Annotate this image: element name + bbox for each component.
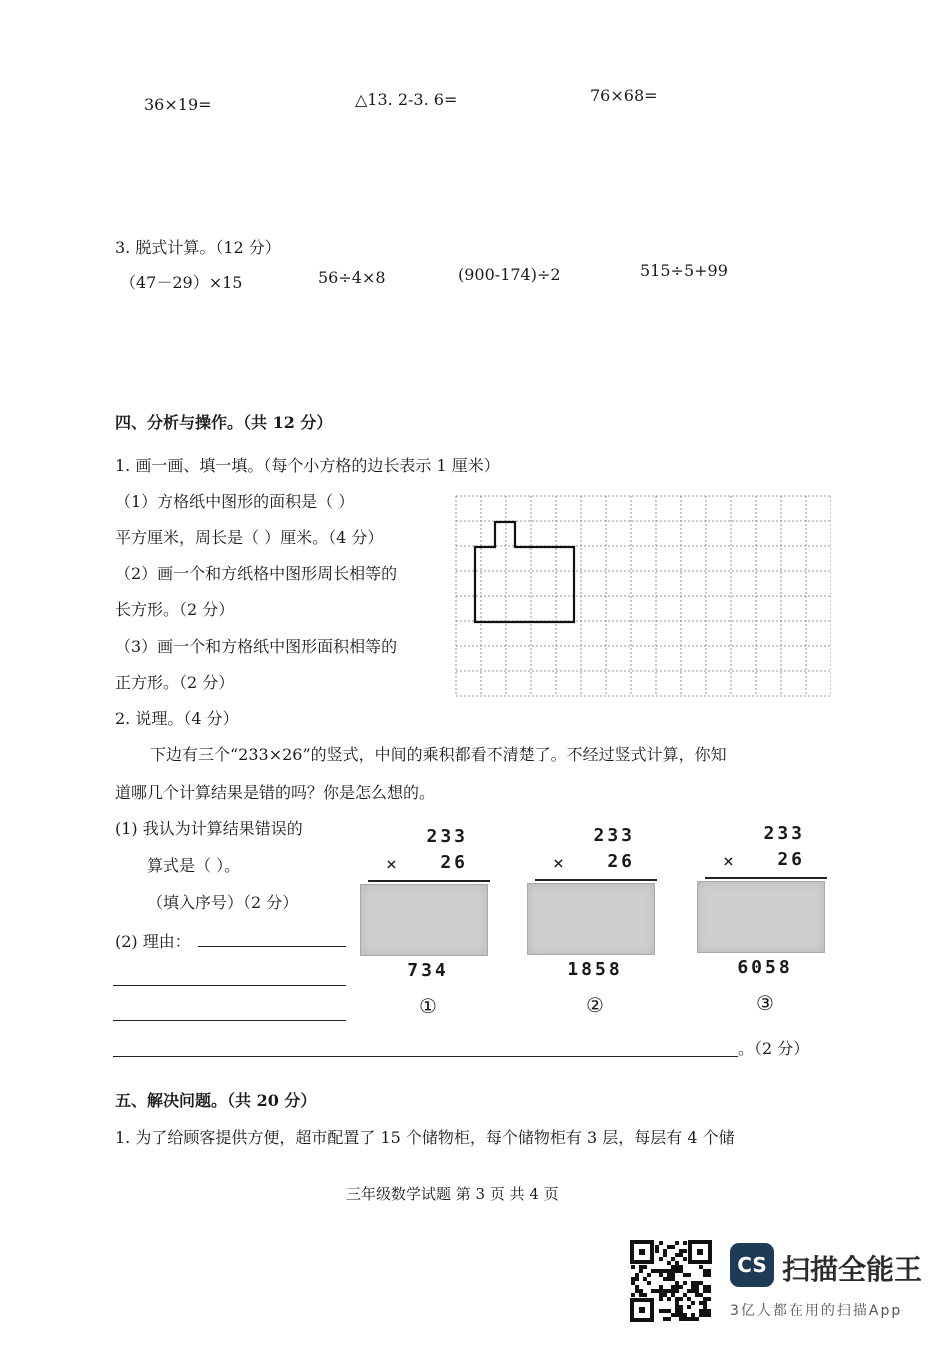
q1-line-3: （2）画一个和方纸格中图形周长相等的 (115, 564, 398, 583)
q2-sub1-b: 算式是（ ）。 (147, 856, 241, 875)
q2-sub1-a: (1) 我认为计算结果错误的 (115, 819, 303, 838)
part5-title: 五、解决问题。（共 20 分） (115, 1091, 317, 1110)
problem-3-blurred-box (697, 881, 825, 953)
problem-2-result: 1858 (567, 959, 623, 980)
part5-q1: 1. 为了给顾客提供方便，超市配置了 15 个储物柜，每个储物柜有 3 层，每层有 4 个储 (115, 1128, 735, 1147)
problem-2 (525, 825, 665, 1025)
problem-3-result: 6058 (737, 957, 793, 978)
problem-3-rule (705, 877, 827, 879)
calc-36x19: 36×19= (144, 95, 212, 114)
problem-2-bottom: 26 (607, 851, 635, 872)
q3-title: 3. 脱式计算。（12 分） (115, 238, 281, 257)
reason-line-4 (113, 1056, 738, 1057)
times-sign: × (723, 851, 734, 872)
q3-item-2: 56÷4×8 (318, 268, 386, 287)
reason-line-1 (198, 946, 346, 947)
scanner-tagline: 3亿人都在用的扫描App (730, 1303, 903, 1319)
problem-1-rule (368, 880, 490, 882)
q3-item-1: （47－29）×15 (120, 273, 243, 292)
reason-line-3 (113, 1020, 346, 1021)
problem-1-top: 233 (426, 826, 468, 847)
calc-76x68: 76×68= (590, 86, 658, 105)
q2-sub1-c: （填入序号）（2 分） (147, 893, 299, 912)
camscanner-logo: CS (730, 1243, 774, 1287)
times-sign: × (386, 854, 397, 875)
q2-sub2: (2) 理由： (115, 932, 191, 951)
problem-3-label: ③ (756, 991, 774, 1015)
q1-line-5: （3）画一个和方格纸中图形面积相等的 (115, 637, 398, 656)
calc-13-2-minus-3-6: △13. 2-3. 6= (355, 90, 458, 109)
problem-2-label: ② (586, 993, 604, 1017)
problem-2-top: 233 (593, 825, 635, 846)
q1-line-6: 正方形。（2 分） (115, 673, 235, 692)
problem-2-blurred-box (527, 883, 655, 955)
reason-line-2 (113, 985, 346, 986)
q1-line-1: （1）方格纸中图形的面积是（ ） (115, 492, 355, 511)
q3-item-3: (900-174)÷2 (458, 265, 561, 284)
q1-title: 1. 画一画、填一填。（每个小方格的边长表示 1 厘米） (115, 456, 500, 475)
q1-line-2: 平方厘米，周长是（ ）厘米。（4 分） (115, 528, 384, 547)
grid-shape (475, 522, 574, 622)
times-sign: × (553, 853, 564, 874)
grid-paper (455, 495, 831, 697)
problem-1-bottom: 26 (440, 852, 468, 873)
problem-1-blurred-box (360, 884, 488, 956)
problem-3 (695, 823, 835, 1023)
problem-1-result: 734 (407, 960, 449, 981)
q2-text-1: 下边有三个“233×26”的竖式，中间的乘积都看不清楚了。不经过竖式计算，你知 (150, 745, 727, 764)
problem-2-rule (535, 879, 657, 881)
q2-title: 2. 说理。（4 分） (115, 709, 239, 728)
q2-text-2: 道哪几个计算结果是错的吗？你是怎么想的。 (115, 783, 436, 802)
q1-line-4: 长方形。（2 分） (115, 600, 235, 619)
page-footer: 三年级数学试题 第 3 页 共 4 页 (346, 1185, 559, 1203)
problem-3-bottom: 26 (777, 849, 805, 870)
problem-1 (358, 826, 498, 1026)
q2-score: 。（2 分） (738, 1039, 810, 1058)
q3-item-4: 515÷5+99 (640, 261, 728, 280)
problem-3-top: 233 (763, 823, 805, 844)
problem-1-label: ① (419, 994, 437, 1018)
part4-title: 四、分析与操作。（共 12 分） (115, 413, 333, 432)
qr-code-icon (630, 1240, 712, 1322)
scanner-app-name: 扫描全能王 (782, 1253, 923, 1286)
